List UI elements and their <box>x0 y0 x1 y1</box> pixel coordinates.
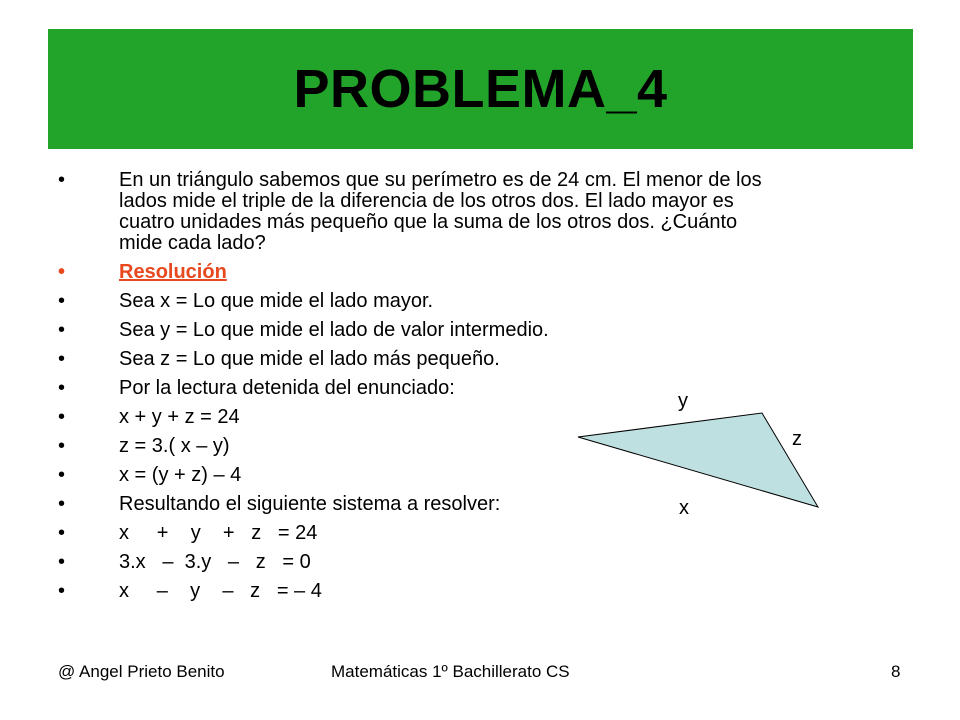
triangle-shape <box>578 413 818 507</box>
step-line: • Por la lectura detenida del enunciado: <box>58 374 888 403</box>
step-line: • Sea x = Lo que mide el lado mayor. <box>58 287 888 316</box>
triangle-label-x: x <box>679 497 689 519</box>
triangle-label-y: y <box>678 390 688 412</box>
slide-title: PROBLEMA_4 <box>293 59 668 119</box>
triangle-label-z: z <box>792 428 802 450</box>
step-line: • x + y + z = 24 <box>58 403 888 432</box>
triangle-diagram <box>570 405 830 515</box>
step-line: • x = (y + z) – 4 <box>58 461 888 490</box>
step-line: • Resultando el siguiente sistema a resolver: <box>58 490 888 519</box>
statement-line: mide cada lado? <box>119 232 266 254</box>
problem-statement <box>58 170 888 254</box>
system-equation-2: • 3.x – 3.y – z = 0 <box>58 548 888 577</box>
statement-line: lados mide el triple de la diferencia de los otros dos. El lado mayor es <box>119 190 734 212</box>
footer-author: @ Angel Prieto Benito <box>58 662 225 681</box>
step-line: • Sea z = Lo que mide el lado más pequeño. <box>58 345 888 374</box>
footer-page-number: 8 <box>891 662 901 681</box>
statement-line: cuatro unidades más pequeño que la suma de los otros dos. ¿Cuánto <box>119 211 738 233</box>
system-equation-3: • x – y – z = – 4 <box>58 577 888 606</box>
step-line: • z = 3.( x – y) <box>58 432 888 461</box>
content-bullets <box>58 170 888 606</box>
system-equation-1: • x + y + z = 24 <box>58 519 888 548</box>
title-banner <box>48 29 913 149</box>
footer-course: Matemáticas 1º Bachillerato CS <box>331 662 570 681</box>
statement-line: En un triángulo sabemos que su perímetro es de 24 cm. El menor de los <box>119 169 762 191</box>
resolution-heading: • Resolución <box>58 258 888 287</box>
step-line: • Sea y = Lo que mide el lado de valor intermedio. <box>58 316 888 345</box>
